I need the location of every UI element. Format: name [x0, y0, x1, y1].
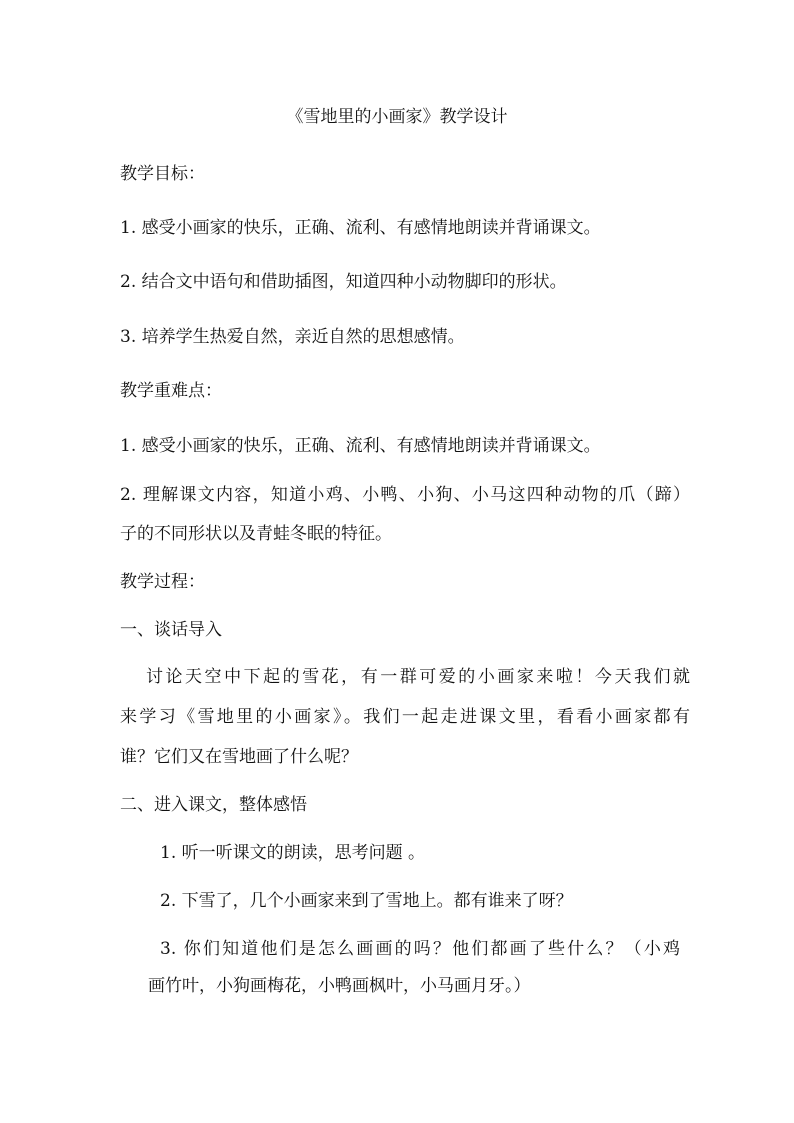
keypoints-heading: 教学重难点：	[120, 381, 222, 401]
document-title: 《雪地里的小画家》教学设计	[286, 107, 508, 127]
intro-paragraph-line: 讨论天空中下起的雪花，有一群可爱的小画家来啦！今天我们就	[146, 667, 690, 687]
intro-paragraph-line: 来学习《雪地里的小画家》。我们一起走进课文里，看看小画家都有	[120, 707, 690, 727]
keypoint-item: 1. 感受小画家的快乐，正确、流利、有感情地朗读并背诵课文。	[120, 436, 601, 456]
objective-item: 2. 结合文中语句和借助插图，知道四种小动物脚印的形状。	[120, 272, 567, 292]
intro-paragraph-line: 谁？它们又在雪地画了什么呢？	[120, 747, 358, 767]
section-item: 3. 你们知道他们是怎么画画的吗？他们都画了些什么？（小鸡	[160, 939, 680, 959]
section-item: 1. 听一听课文的朗读，思考问题 。	[160, 843, 426, 863]
objective-item: 1. 感受小画家的快乐，正确、流利、有感情地朗读并背诵课文。	[120, 218, 601, 238]
section-heading: 二、进入课文，整体感悟	[120, 795, 307, 815]
section-item-continuation: 画竹叶，小狗画梅花，小鸭画枫叶，小马画月牙。）	[148, 976, 531, 996]
process-heading: 教学过程：	[120, 572, 205, 592]
objective-item: 3. 培养学生热爱自然，亲近自然的思想感情。	[120, 327, 465, 347]
keypoint-item-continuation: 子的不同形状以及青蛙冬眠的特征。	[120, 524, 392, 544]
keypoint-item: 2. 理解课文内容，知道小鸡、小鸭、小狗、小马这四种动物的爪（蹄）	[120, 485, 690, 505]
section-heading: 一、谈话导入	[120, 620, 222, 640]
objectives-heading: 教学目标：	[120, 164, 205, 184]
section-item: 2. 下雪了，几个小画家来到了雪地上。都有谁来了呀？	[160, 891, 573, 911]
